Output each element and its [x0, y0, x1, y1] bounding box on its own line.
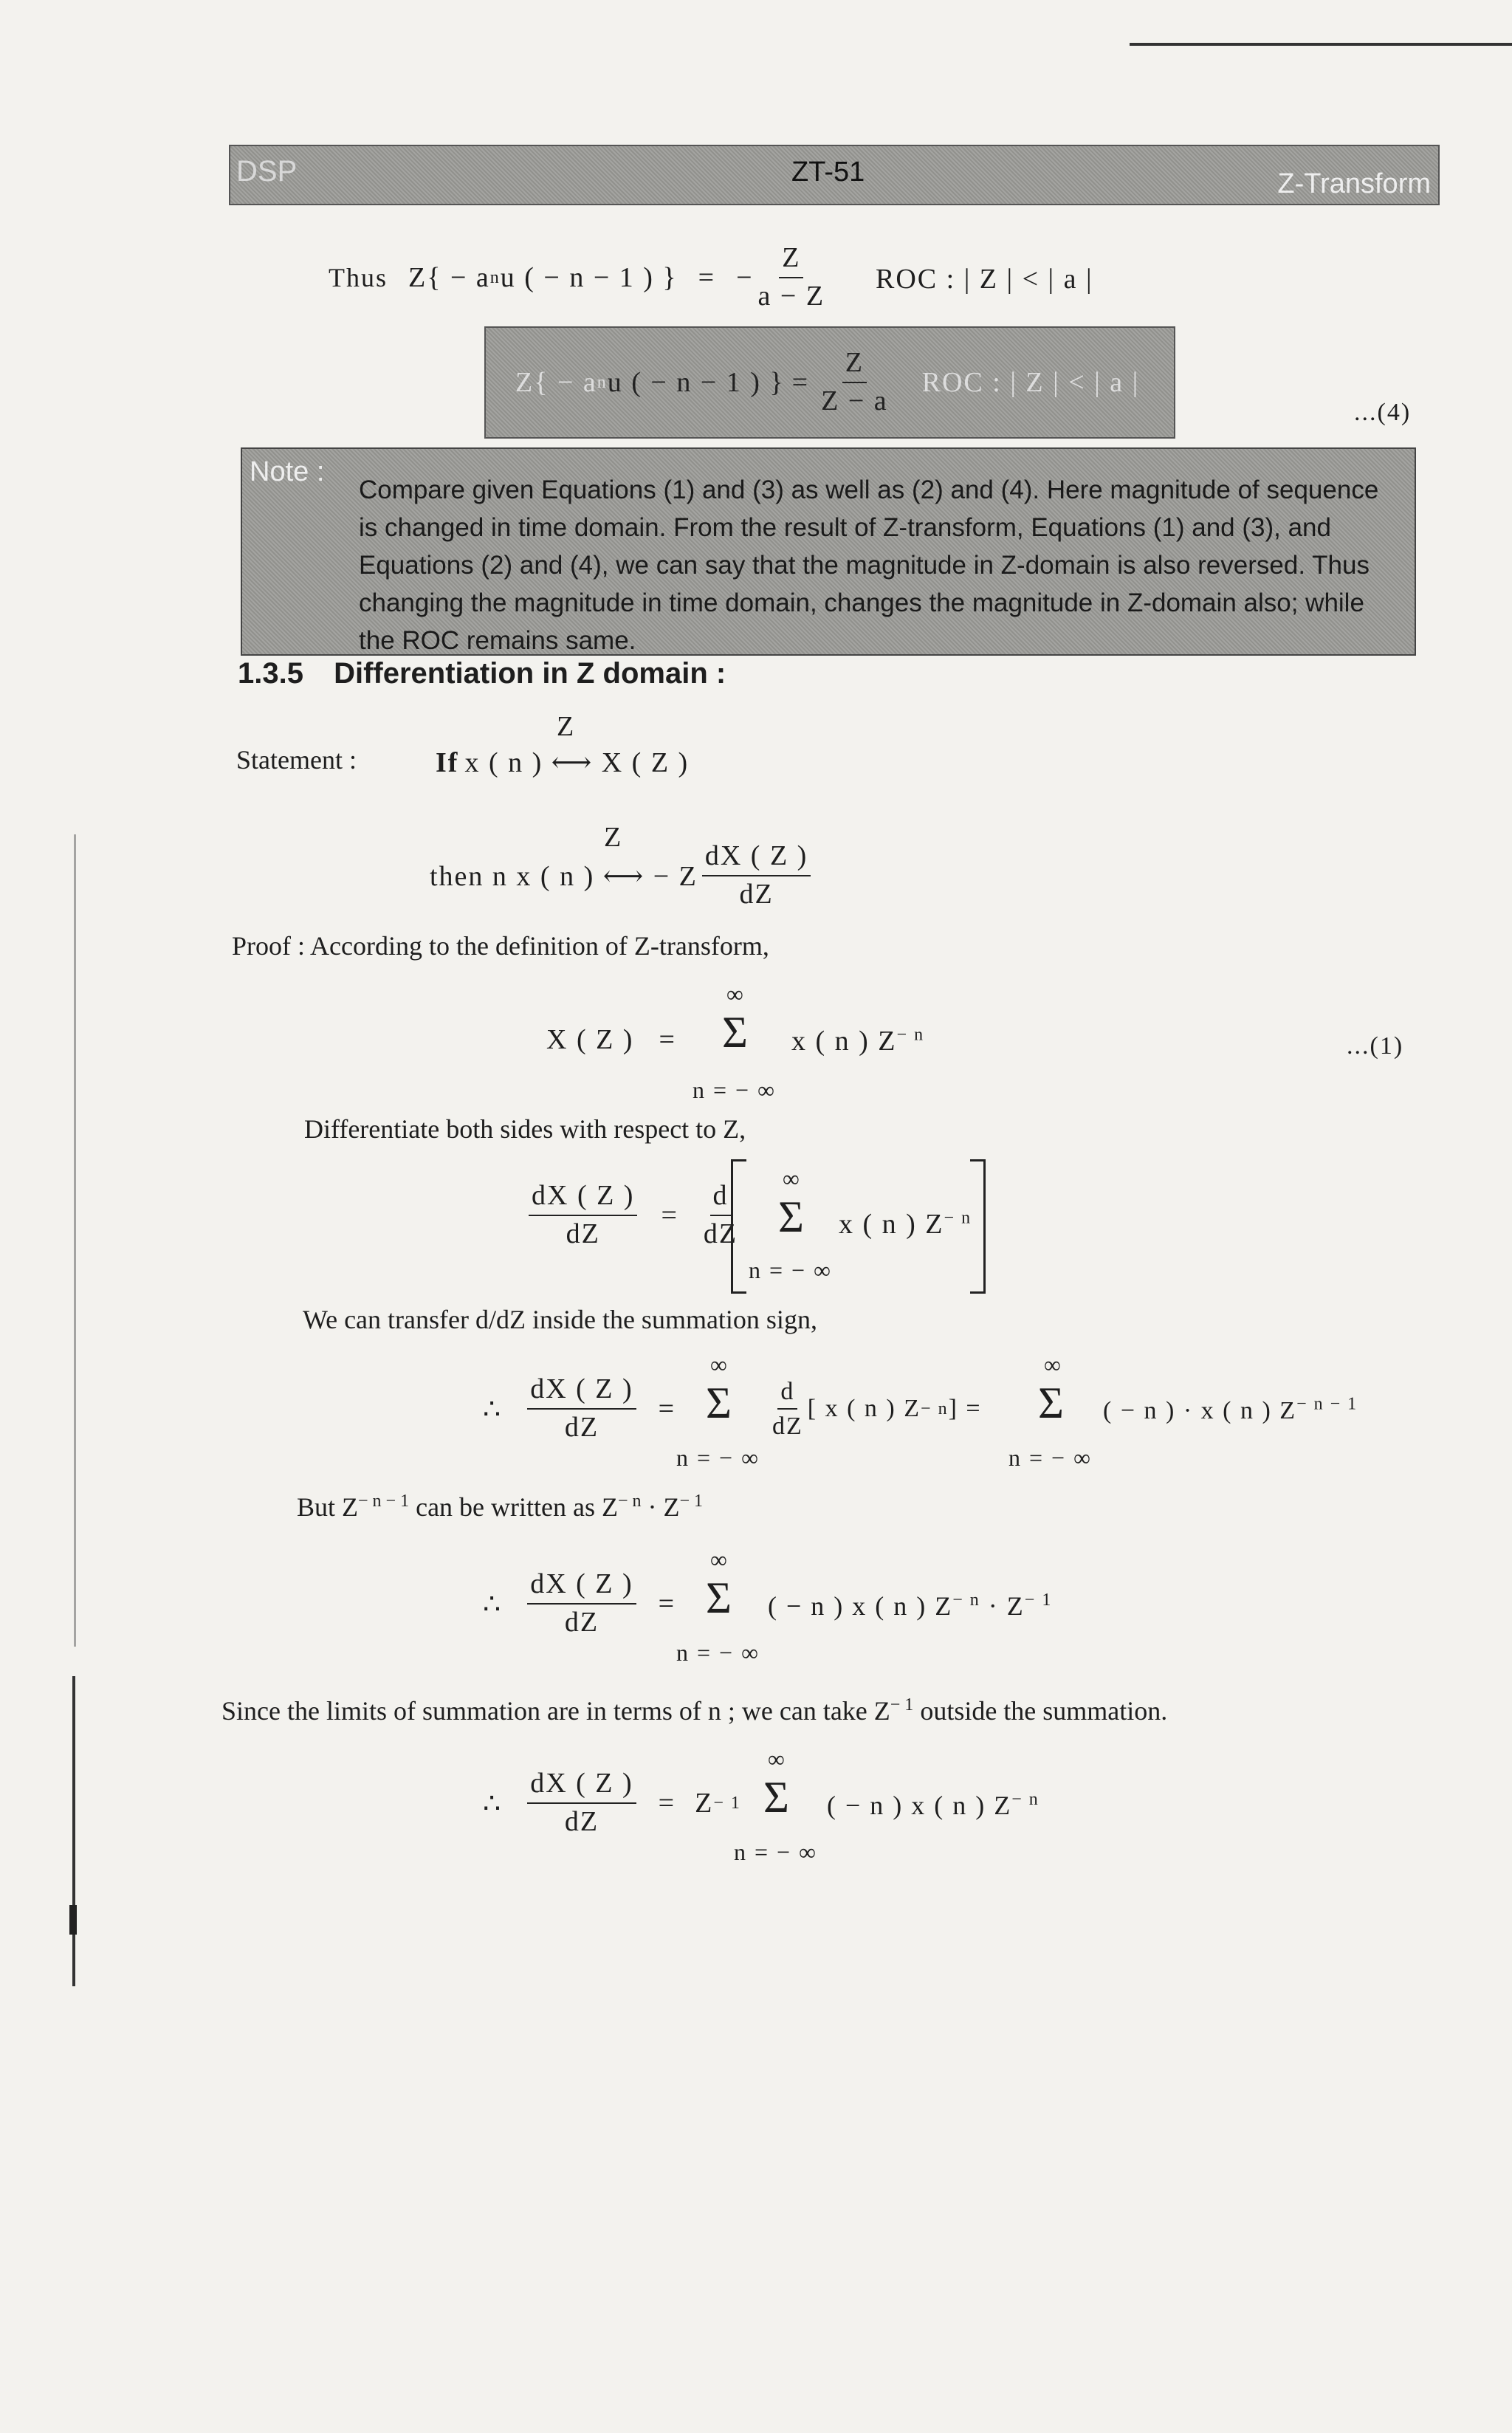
- scan-edge-line: [1130, 43, 1512, 46]
- eq2-lower-limit: n = − ∞: [749, 1257, 832, 1283]
- eq4-body: ( − n ) x ( n ) $Z^{- n} \cdot Z^{- 1}$: [768, 1590, 1053, 1621]
- binding-mark: [69, 1905, 77, 1935]
- header-right-label: Z-Transform: [1277, 168, 1431, 199]
- page-header-bar: [229, 145, 1440, 205]
- eq4-lhs: ∴ $\frac{dX ( Z )}{dZ}$ =: [483, 1568, 676, 1638]
- eq2-lhs: $\frac{dX ( Z )}{dZ}$ = $\frac{d}{dZ}$: [524, 1178, 742, 1252]
- eq5-upper-limit: ∞: [768, 1746, 786, 1772]
- eq3-upper-limit-2: ∞: [1044, 1351, 1062, 1378]
- eq3-inner: $\frac{d}{dZ}$ [ x ( n ) Z − n ] =: [772, 1377, 982, 1440]
- eq1-body: x ( n ) $Z^{- n}$: [791, 1025, 925, 1057]
- eq5-body: ( − n ) x ( n ) $Z^{- n}$: [827, 1790, 1040, 1820]
- statement-z-over: Z: [557, 711, 576, 742]
- fraction: $\frac{dX ( Z )}{dZ}$: [527, 1768, 636, 1838]
- boxed-equation-4: Z{ − a n u ( − n − 1 ) } = $\frac{Z}{Z - a}$ ROC : | Z | < | a |: [484, 326, 1175, 439]
- eq3-upper-limit: ∞: [710, 1351, 729, 1378]
- transfer-text: We can transfer d/dZ inside the summation sign,: [303, 1305, 817, 1334]
- fraction: $\frac{Z}{a - Z}$: [757, 242, 825, 312]
- note-label: Note :: [250, 456, 325, 487]
- equation-tag-4: ...(4): [1354, 399, 1412, 426]
- proof-text: Proof : According to the definition of Z-transform,: [232, 931, 769, 961]
- since-text: Since the limits of summation are in terms of n ; we can take $Z^{- 1}$ outside the summation.: [221, 1695, 1168, 1726]
- derivative-operator: $\frac{d}{dZ}$: [703, 1180, 738, 1249]
- eq1-lhs: X ( Z ) =: [546, 1024, 676, 1055]
- eq2-sigma: Σ: [778, 1193, 804, 1241]
- equation-thus: Thus Z{ − a n u ( − n − 1 ) } = − $\frac{Z}{a - Z}$: [329, 242, 825, 312]
- eq3-sigma-2: Σ: [1038, 1379, 1064, 1427]
- eq2-upper-limit: ∞: [783, 1165, 801, 1192]
- section-heading: [238, 657, 726, 690]
- fraction: $\frac{Z}{Z - a}$: [821, 347, 888, 416]
- note-box: [241, 447, 1416, 656]
- but-text: But $Z^{- n - 1}$ can be written as $Z^{- n} \cdot Z^{- 1}$: [297, 1492, 704, 1522]
- eq4-sigma: Σ: [706, 1574, 732, 1622]
- eq3-lhs: ∴ $\frac{dX ( Z )}{dZ}$ =: [483, 1373, 676, 1443]
- eq1-upper-limit: ∞: [726, 981, 745, 1007]
- section-number: 1.3.5: [238, 657, 303, 690]
- fraction: $\frac{dX ( Z )}{dZ}$: [529, 1181, 637, 1250]
- eq4-lower-limit: n = − ∞: [676, 1639, 760, 1666]
- binding-mark: [74, 834, 76, 1647]
- then-z-over: Z: [604, 822, 623, 853]
- statement-pair: If x ( n ) ⟷ X ( Z ): [436, 747, 690, 778]
- differentiate-text: Differentiate both sides with respect to Z,: [304, 1114, 746, 1144]
- eq5-lower-limit: n = − ∞: [734, 1839, 817, 1865]
- eq3-lower-limit: n = − ∞: [676, 1444, 760, 1471]
- equation-tag-1: ...(1): [1347, 1032, 1404, 1060]
- eq5-lhs: ∴ $\frac{dX ( Z )}{dZ}$ = Z − 1: [483, 1768, 741, 1837]
- note-text: Compare given Equations (1) and (3) as well as (2) and (4). Here magnitude of sequence is changed in time domain. From the result of Z-transform, Equations (1) and (3), and Equations (2) and (4), we can say that the magnitude in Z-domain is also reversed. Thus changing the magnitude in time domain, changes the magnitude in Z-domain also; while the ROC remains same.: [359, 476, 1379, 655]
- fraction: $\frac{dX ( Z )}{dZ}$: [527, 1374, 636, 1444]
- roc-thus: ROC : | Z | < | a |: [876, 264, 1093, 295]
- left-bracket: [731, 1159, 746, 1294]
- right-bracket: [970, 1159, 986, 1294]
- eq1-lower-limit: n = − ∞: [693, 1077, 776, 1103]
- binding-mark: [72, 1676, 75, 1986]
- then-equation: then n x ( n ) ⟷ − Z $\frac{dX ( Z )}{dZ}$: [430, 839, 815, 913]
- eq4-upper-limit: ∞: [710, 1546, 729, 1573]
- section-title: Differentiation in Z domain :: [334, 657, 726, 690]
- header-left-label: DSP: [236, 155, 298, 188]
- eq2-body: x ( n ) $Z^{- n}$: [839, 1208, 972, 1240]
- eq1-sigma: Σ: [722, 1008, 748, 1057]
- header-page-number: ZT-51: [791, 157, 865, 188]
- eq3-sigma: Σ: [706, 1379, 732, 1427]
- statement-label: Statement :: [236, 745, 357, 775]
- fraction: $\frac{dX ( Z )}{dZ}$: [527, 1569, 636, 1638]
- eq3-lower-limit-2: n = − ∞: [1008, 1444, 1092, 1471]
- eq5-sigma: Σ: [763, 1773, 789, 1822]
- fraction: $\frac{dX ( Z )}{dZ}$: [702, 841, 811, 910]
- derivative-operator: $\frac{d}{dZ}$: [772, 1377, 803, 1440]
- eq3-body-2: ( − n ) · x ( n ) $Z^{- n - 1}$: [1103, 1394, 1358, 1424]
